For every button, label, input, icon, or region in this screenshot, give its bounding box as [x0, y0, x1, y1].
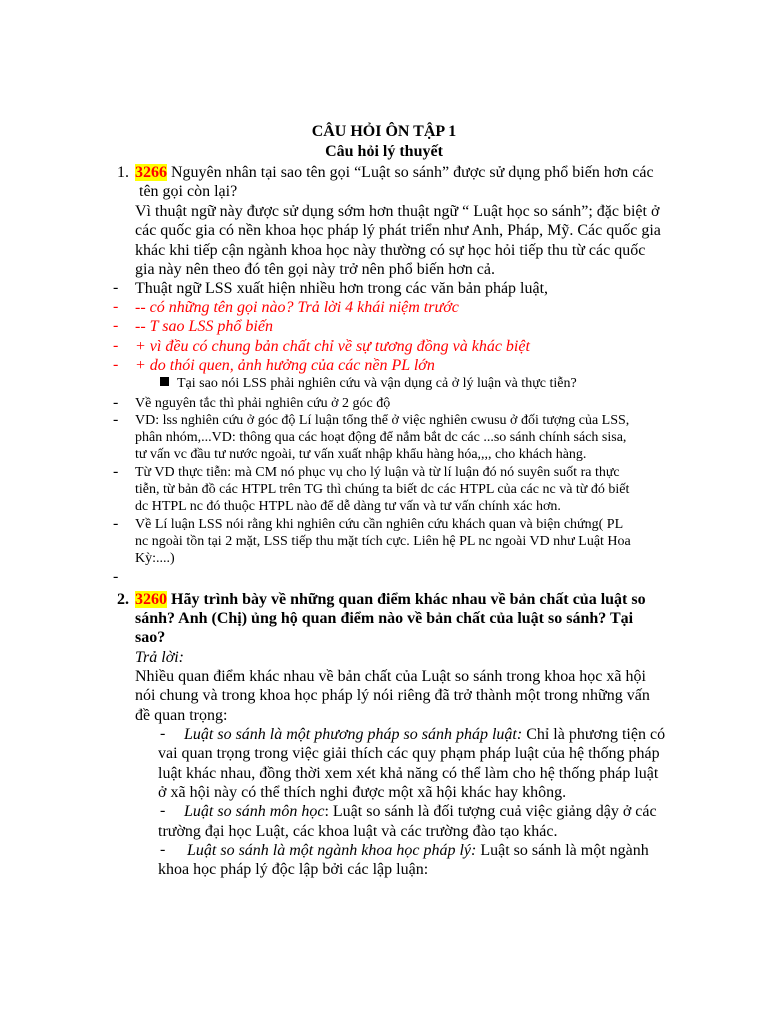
q2-point-1-rest: Chỉ là phương tiện có — [522, 726, 666, 743]
q1-red-note-2: -- T sao LSS phổ biến — [135, 318, 273, 335]
bullet-dash: - — [113, 394, 119, 411]
bullet-dash: - — [113, 411, 119, 428]
q1-heading — [135, 163, 654, 182]
q1-sub-bullet-3-l3: dc HTPL nc đó thuộc HTPL nào để dễ dàng tư vấn và tư vấn chính xác hơn. — [135, 499, 561, 514]
q2-answer-label: Trả lời: — [135, 649, 184, 666]
q1-sub-bullet-3-l1: Từ VD thực tiễn: mà CM nó phục vụ cho lý luận và từ lí luận đó nó suyên suốt ra thực — [135, 465, 620, 480]
q1-red-note-3: + vì đều có chung bản chất chỉ về sự tương đồng và khác biệt — [135, 338, 530, 355]
q2-text-l1: Hãy trình bày về những quan điểm khác nhau về bản chất của luật so — [171, 591, 646, 608]
q2-point-1-l2: vai quan trọng trong việc giải thích các quy phạm pháp luật của hệ thống pháp — [158, 745, 660, 762]
q2-point-1-l4: ở xã hội này có thể thích nghi được một xã hội khác hay không. — [158, 784, 567, 801]
q1-sub-bullet-2-l1: VD: lss nghiên cứu ở góc độ Lí luận tổng thể ở việc nghiên cwusu ở đối tượng của LSS, — [135, 413, 630, 428]
bullet-dash: - — [113, 279, 119, 296]
q1-answer-l2: các quốc gia có nền khoa học pháp lý phát triển như Anh, Pháp, Mỹ. Các quốc gia — [135, 222, 661, 239]
q1-answer-l3: khác khi tiếp cận ngành khoa học này thường có sự học hỏi tiếp thu từ các quốc — [135, 242, 646, 259]
bullet-dash: - — [160, 725, 166, 742]
q1-sub-bullet-3-l2: tiễn, từ bản đồ các HTPL trên TG thì chúng ta biết dc các HTPL của các nc và từ đó biết — [135, 482, 630, 497]
q1-sub-question — [160, 375, 577, 392]
q1-sub-bullet-2-l3: tư vấn vc đầu tư nước ngoài, tư vấn xuất nhập khẩu hàng hóa,,,, cho khách hàng. — [135, 447, 587, 462]
q2-intro-l3: đề quan trọng: — [135, 707, 228, 724]
q2-point-3-l2: khoa học pháp lý độc lập bởi các lập luận: — [158, 861, 429, 878]
q1-text-l2: tên gọi còn lại? — [139, 183, 238, 200]
q2-intro-l2: nói chung và trong khoa học pháp lý nói riêng đã trở thành một trong những vấn — [135, 687, 650, 704]
q2-number: 2. — [117, 591, 129, 608]
bullet-dash: - — [160, 802, 166, 819]
q1-sub-bullet-4-l1: Về Lí luận LSS nói rằng khi nghiên cứu cần nghiên cứu khách quan và biện chứng( PL — [135, 517, 624, 532]
q1-answer-l4: gia này nên theo đó tên gọi này trở nên phổ biến hơn cả. — [135, 261, 495, 278]
q1-answer-l1: Vì thuật ngữ này được sử dụng sớm hơn thuật ngữ “ Luật học so sánh”; đặc biệt ở — [135, 203, 660, 220]
q2-point-2-italic: Luật so sánh môn học — [184, 803, 325, 820]
bullet-dash: - — [113, 515, 119, 532]
q2-heading — [135, 590, 646, 609]
q1-sub-bullet-2-l2: phân nhóm,...VD: thông qua các hoạt động để nắm bắt dc các ...so sánh chính sách sisa, — [135, 430, 627, 445]
bullet-dash: - — [113, 337, 119, 354]
bullet-dash: - — [113, 463, 119, 480]
q2-point-3-rest: Luật so sánh là một ngành — [476, 842, 649, 859]
bullet-dash: - — [160, 841, 166, 858]
q1-code: 3266 — [135, 164, 167, 181]
q2-point-3-italic: Luật so sánh là một ngành khoa học pháp lý: — [187, 842, 477, 859]
q2-code: 3260 — [135, 591, 167, 608]
q2-point-1-heading — [184, 725, 665, 744]
q1-red-note-1: -- có những tên gọi nào? Trả lời 4 khái niệm trước — [135, 299, 459, 316]
q1-text-l1: Nguyên nhân tại sao tên gọi “Luật so sánh” được sử dụng phổ biến hơn các — [171, 164, 654, 181]
q1-red-note-4: + do thói quen, ảnh hưởng của các nền PL lớn — [135, 357, 435, 374]
bullet-dash: - — [113, 356, 119, 373]
q2-point-2-l2: trường đại học Luật, các khoa luật và các trường đào tạo khác. — [158, 823, 558, 840]
q1-sub-bullet-4-l3: Kỳ:....) — [135, 551, 175, 566]
q2-point-2-rest: : Luật so sánh là đối tượng cuả việc giảng dậy ở các — [324, 803, 657, 820]
q1-sub-question-text: Tại sao nói LSS phải nghiên cứu và vận dụng cả ở lý luận và thực tiễn? — [177, 376, 577, 391]
bullet-dash: - — [113, 298, 119, 315]
q2-point-1-italic: Luật so sánh là một phương pháp so sánh pháp luật: — [184, 726, 523, 743]
q2-point-2-heading — [184, 802, 657, 821]
q1-sub-bullet-1: Về nguyên tắc thì phải nghiên cứu ở 2 góc độ — [135, 396, 391, 411]
q2-point-1-l3: luật khác nhau, đồng thời xem xét khả năng có thể làm cho hệ thống pháp luật — [158, 765, 659, 782]
q2-text-l3: sao? — [135, 629, 166, 646]
q1-sub-bullet-4-l2: nc ngoài tồn tại 2 mặt, LSS tiếp thu mặt tích cực. Liên hệ PL nc ngoài VD như Luật Hoa — [135, 534, 631, 549]
square-bullet-icon — [160, 377, 169, 386]
bullet-dash-empty: - — [113, 568, 119, 585]
q1-bullet-1: Thuật ngữ LSS xuất hiện nhiều hơn trong các văn bản pháp luật, — [135, 280, 549, 297]
q1-number: 1. — [117, 164, 129, 181]
q2-point-3-heading — [187, 841, 649, 860]
q2-intro-l1: Nhiều quan điểm khác nhau về bản chất của Luật so sánh trong khoa học xã hội — [135, 668, 646, 685]
page-title: CÂU HỎI ÔN TẬP 1 — [311, 123, 457, 140]
bullet-dash: - — [113, 317, 119, 334]
q2-text-l2: sánh? Anh (Chị) ủng hộ quan điểm nào về bản chất của luật so sánh? Tại — [135, 610, 634, 627]
page-subtitle: Câu hỏi lý thuyết — [325, 143, 443, 160]
